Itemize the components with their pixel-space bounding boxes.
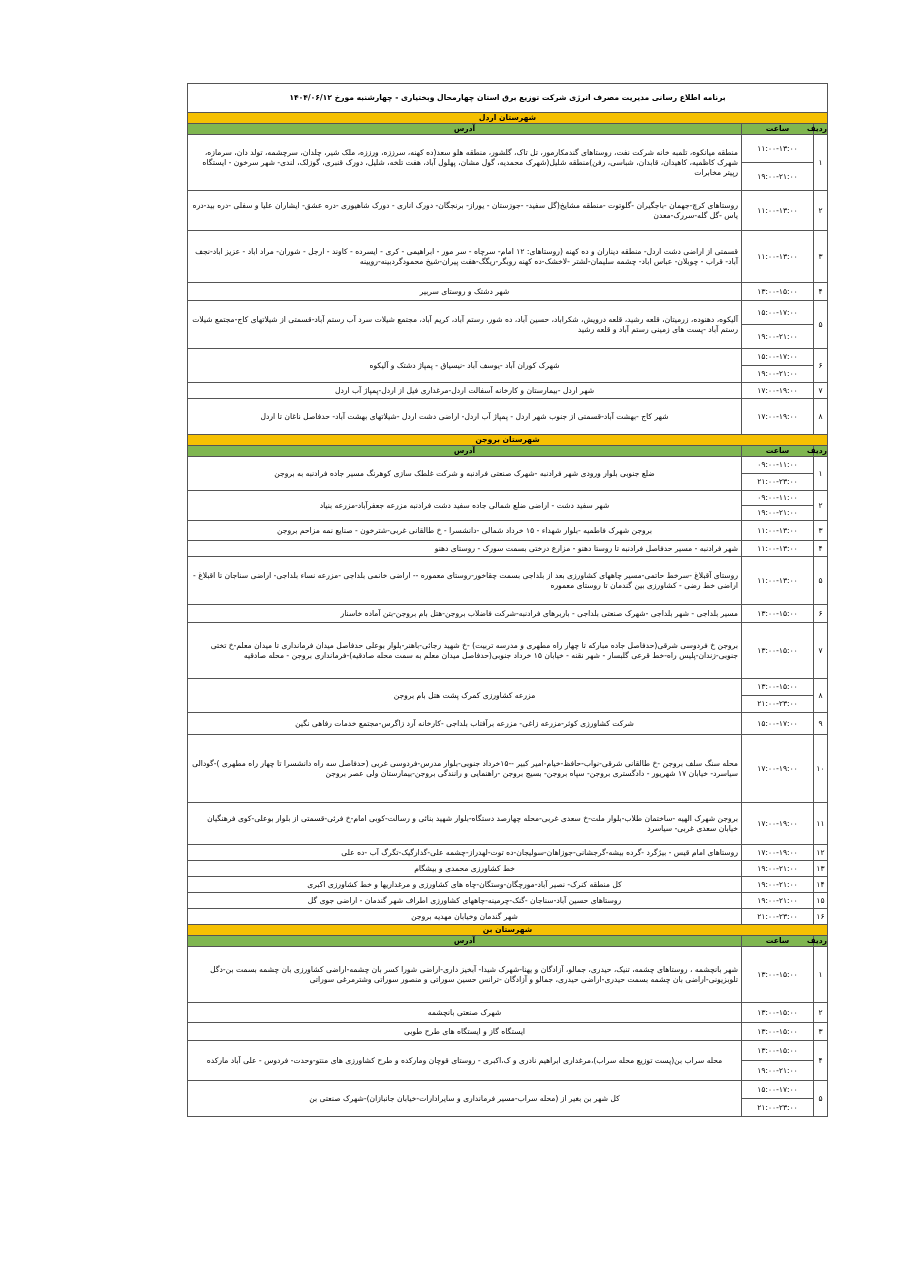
address-text: محله سنگ سلف بروجن -خ طالقانی شرقی-نواب-حافظ-خیام-امیر کبیر --۱۵خرداد جنوبی-بلوار مدرس-فردوسی غربی (حدفاصل سه راه دانشسرا تا چهار راه مطهری )-گودالی سیاسرد- خیابان ۱۷ شهریور - دادگستری بروجن- سپاه بروجن- بسیج بروجن -راهنمایی و رانندگی بروجن-بیمارستان ولی عصر بروجن bbox=[188, 735, 742, 803]
time-slot: ۱۱:۰۰-۱۳:۰۰ bbox=[757, 544, 798, 553]
schedule-row bbox=[188, 457, 828, 491]
time-slot: ۱۵:۰۰-۱۷:۰۰ bbox=[757, 308, 798, 317]
schedule-row bbox=[188, 283, 828, 301]
time-slots bbox=[742, 845, 814, 861]
schedule-row bbox=[188, 399, 828, 435]
row-number: ۴ bbox=[814, 1041, 828, 1081]
row-number: ۶ bbox=[814, 349, 828, 383]
row-number: ۳ bbox=[814, 521, 828, 541]
time-slot: ۱۹:۰۰-۲۱:۰۰ bbox=[742, 365, 813, 382]
time-slot: ۱۳:۰۰-۱۵:۰۰ bbox=[757, 1008, 798, 1017]
time-slot: ۱۹:۰۰-۲۱:۰۰ bbox=[757, 864, 798, 873]
row-number: ۱۳ bbox=[814, 861, 828, 877]
schedule-row bbox=[188, 1023, 828, 1041]
schedule-row bbox=[188, 861, 828, 877]
column-header-row bbox=[188, 446, 828, 457]
time-slots bbox=[742, 713, 814, 735]
address-text: روستاهای حسین آباد-سناجان -گنک-چرمینه-چاههای کشاورزی اطراف شهر گندمان - اراضی جوی گل bbox=[188, 893, 742, 909]
address-text: روستای آقبلاغ -سرخط حاتمی-مسیر چاههای کشاورزی بعد از بلداجی بسمت چقاخور-روستای معموره -- اراضی خانمی بلداجی -مزرعه نساء بلداجی- اراضی سناجان تا اقبلاغ - اراضی خط رضی - کشاورزی بین گندمان تا روستای معموره bbox=[188, 557, 742, 605]
time-slot: ۲۱:۰۰-۲۳:۰۰ bbox=[742, 473, 813, 490]
row-number: ۱۵ bbox=[814, 893, 828, 909]
time-slots bbox=[742, 909, 814, 925]
county-row bbox=[188, 113, 828, 124]
row-number: ۱۲ bbox=[814, 845, 828, 861]
row-number: ۱۱ bbox=[814, 803, 828, 845]
address-text: مسیر بلداجی - شهر بلداجی -شهرک صنعتی بلداجی - باربرهای فرادنبه-شرکت فاضلاب بروجن-هتل بام بروجن-بتن آماده خاسنار bbox=[188, 605, 742, 623]
time-slot: ۱۱:۰۰-۱۳:۰۰ bbox=[757, 252, 798, 261]
address-text: ایستگاه گاز و ایستگاه های طرح طوبی bbox=[188, 1023, 742, 1041]
page-title: برنامه اطلاع رسانی مدیریت مصرف انرژی شرکت توزیع برق استان چهارمحال وبختیاری - چهارشنبه مورخ ۱۴۰۴/۰۶/۱۲ bbox=[188, 84, 828, 113]
address-text: شهر گندمان وخیابان مهدیه بروجن bbox=[188, 909, 742, 925]
address-text: قسمتی از اراضی دشت اردل- منطقه دیناران و ده کهنه (روستاهای: ۱۲ امام- سرچاه - سر مور - ابراهیمی - کری - ایسرده - کاوند - ارجل - شوران- مراد اباد - عزیز اباد-نجف آباد- قراب - چوبلان- عباس اباد- چشمه سلیمان-لشتر -لاخشک-ده کهنه روبگر-ریگگ-هفت پیران-شیخ محمودگردبینه-رویینه bbox=[188, 231, 742, 283]
time-slots bbox=[742, 383, 814, 399]
address-text: منطقه میانکوه، تلمبه خانه شرکت نفت، روستاهای گندمکارمور، تل تاک، گلشور، منطقه هلو سعد(ده کهنه، سرززه، ورززه، ملک شیر، چلدان، سرچشمه، تولد دان، سرمازه، شهرک کاظمیه، کاهیدان، قابدان، شباسی، رفن)منطقه شلیل(شهرک محمدیه، گول مشان، پهلول آباد، هفت تلخه، شلیل، دورک قنبری، گوزلک، لندی- شهر سرخون - ایستگاه رپیتر مخابرات bbox=[188, 135, 742, 191]
address-text: بروجن شهرک فاطمیه -بلوار شهداء - ۱۵ خرداد شمالی -دانشسرا - خ طالقانی غربی-شترخون - صنایع نمه مزاحم بروجن bbox=[188, 521, 742, 541]
schedule-row bbox=[188, 735, 828, 803]
schedule-row bbox=[188, 1081, 828, 1117]
time-slot: ۲۱:۰۰-۲۳:۰۰ bbox=[742, 695, 813, 712]
column-header-row bbox=[188, 936, 828, 947]
time-slots bbox=[742, 491, 814, 521]
address-text: شهر سفید دشت - اراضی ضلع شمالی جاده سفید دشت فرادنبه مزرعه جعفرآباد-مزرعه بنیاد bbox=[188, 491, 742, 521]
time-slot: ۱۷:۰۰-۱۹:۰۰ bbox=[757, 412, 798, 421]
address-text: بروجن شهرک الهیه -ساختمان طلاب-بلوار ملت-خ سعدی غربی-محله چهارصد دستگاه-بلوار شهید بنائی و رسالت-کوبی امام-خ فرئی-قسمتی از بلوار بوعلی-کوی فرهنگیان خیابان سعدی غربی- سیاسرد bbox=[188, 803, 742, 845]
row-number: ۵ bbox=[814, 301, 828, 349]
county-row bbox=[188, 435, 828, 446]
schedule-row bbox=[188, 909, 828, 925]
time-slots bbox=[742, 605, 814, 623]
time-slot: ۱۱:۰۰-۱۳:۰۰ bbox=[757, 206, 798, 215]
schedule-row bbox=[188, 383, 828, 399]
row-number: ۷ bbox=[814, 623, 828, 679]
row-number: ۱ bbox=[814, 457, 828, 491]
time-slot: ۱۳:۰۰-۱۵:۰۰ bbox=[757, 609, 798, 618]
time-slot: ۱۹:۰۰-۲۱:۰۰ bbox=[757, 896, 798, 905]
row-number: ۱۴ bbox=[814, 877, 828, 893]
schedule-row bbox=[188, 135, 828, 191]
address-text: شهر اردل -بیمارستان و کارخانه آسفالت اردل-مرغداری فیل از اردل-پمپاژ آب اردل bbox=[188, 383, 742, 399]
county-name: شهرستان بروجن bbox=[188, 435, 828, 446]
row-number: ۴ bbox=[814, 541, 828, 557]
county-name: شهرستان اردل bbox=[188, 113, 828, 124]
schedule-row bbox=[188, 803, 828, 845]
row-number: ۹ bbox=[814, 713, 828, 735]
schedule-row bbox=[188, 191, 828, 231]
time-slots bbox=[742, 521, 814, 541]
row-number: ۳ bbox=[814, 231, 828, 283]
header-address: آدرس bbox=[188, 936, 742, 947]
row-number: ۱ bbox=[814, 947, 828, 1003]
schedule-row bbox=[188, 491, 828, 521]
time-slots bbox=[742, 877, 814, 893]
schedule-row bbox=[188, 231, 828, 283]
time-slot: ۱۳:۰۰-۱۵:۰۰ bbox=[757, 1046, 798, 1055]
schedule-row bbox=[188, 349, 828, 383]
time-slots bbox=[742, 231, 814, 283]
time-slot: ۱۹:۰۰-۲۱:۰۰ bbox=[742, 324, 813, 348]
address-text: بروجن خ فردوسی شرقی(حدفاصل جاده مبارکه تا چهار راه مطهری و مدرسه تربیت) -خ شهید رجائی-باهنر-بلوار بوعلی حدفاصل میدان فرمانداری تا میدان معلم-خ تختی جنوبی-زندان-پلیس راه-خط قرعی گلبسار - شهر نقنه - خیابان ۱۵ خرداد جنوبی(حدفاصل میدان معلم به سمت محله صادقیه)-فرمانداری بروجن - محله صادقیه bbox=[188, 623, 742, 679]
time-slots bbox=[742, 679, 814, 713]
address-text: شهر کاج -بهشت آباد-قسمتی از جنوب شهر اردل - پمپاژ آب اردل- اراضی دشت اردل -شیلاتهای بهشت آباد- حدفاصل ناغان تا اردل bbox=[188, 399, 742, 435]
time-slot: ۰۹:۰۰-۱۱:۰۰ bbox=[757, 460, 798, 469]
time-slots bbox=[742, 301, 814, 349]
outage-schedule-table bbox=[187, 83, 828, 1117]
time-slot: ۲۱:۰۰-۲۳:۰۰ bbox=[757, 912, 798, 921]
time-slot: ۱۵:۰۰-۱۷:۰۰ bbox=[757, 719, 798, 728]
time-slots bbox=[742, 557, 814, 605]
row-number: ۸ bbox=[814, 679, 828, 713]
time-slots bbox=[742, 1041, 814, 1081]
address-text: آلیکوه، دهنوده، زرمیتان، قلعه رشید، قلعه درویش، شکراباد، حسین آباد، ده شور، رستم آباد، کریم آباد، مجتمع شیلات سرد آب رستم آباد-قسمتی از شیلاتهای کاج-مجتمع شیلات رستم آباد -پست های زمینی رستم آباد و قلعه رشید bbox=[188, 301, 742, 349]
schedule-row bbox=[188, 679, 828, 713]
header-time: ساعت bbox=[742, 446, 814, 457]
header-address: آدرس bbox=[188, 446, 742, 457]
outage-schedule-sheet bbox=[187, 83, 827, 1117]
address-text: ضلع جنوبی بلوار ورودی شهر فرادنبه -شهرک صنعتی فرادنبه و شرکت غلطک سازی کوهرنگ مسیر جاده فرادنبه به بروجن bbox=[188, 457, 742, 491]
time-slot: ۱۹:۰۰-۲۱:۰۰ bbox=[742, 162, 813, 190]
time-slots bbox=[742, 947, 814, 1003]
time-slot: ۱۱:۰۰-۱۳:۰۰ bbox=[757, 576, 798, 585]
time-slots bbox=[742, 457, 814, 491]
schedule-row bbox=[188, 301, 828, 349]
county-name: شهرستان بن bbox=[188, 925, 828, 936]
time-slots bbox=[742, 399, 814, 435]
address-text: شهرک کوران آباد -یوسف آباد -نیسیاق - پمپاژ دشتک و آلیکوه bbox=[188, 349, 742, 383]
schedule-row bbox=[188, 713, 828, 735]
time-slot: ۱۳:۰۰-۱۵:۰۰ bbox=[757, 682, 798, 691]
address-text: شرکت کشاورزی کوثر-مزرعه زاغی- مزرعه برآفتاب بلداجی -کارخانه آرد زاگرس-مجتمع خدمات رفاهی نگین bbox=[188, 713, 742, 735]
address-text: مزرعه کشاورزی کمرک پشت هتل بام بروجن bbox=[188, 679, 742, 713]
time-slots bbox=[742, 1081, 814, 1117]
time-slots bbox=[742, 135, 814, 191]
time-slot: ۲۱:۰۰-۲۳:۰۰ bbox=[742, 1098, 813, 1116]
header-row-number: ردیف bbox=[806, 124, 827, 133]
schedule-row bbox=[188, 541, 828, 557]
time-slot: ۰۹:۰۰-۱۱:۰۰ bbox=[757, 493, 798, 502]
row-number: ۱۶ bbox=[814, 909, 828, 925]
address-text: خط کشاورزی محمدی و بیشگام bbox=[188, 861, 742, 877]
row-number: ۴ bbox=[814, 283, 828, 301]
schedule-row bbox=[188, 947, 828, 1003]
time-slot: ۱۷:۰۰-۱۹:۰۰ bbox=[757, 819, 798, 828]
time-slot: ۱۹:۰۰-۲۱:۰۰ bbox=[742, 1060, 813, 1080]
time-slot: ۱۷:۰۰-۱۹:۰۰ bbox=[757, 848, 798, 857]
row-number: ۷ bbox=[814, 383, 828, 399]
schedule-row bbox=[188, 1041, 828, 1081]
time-slot: ۱۹:۰۰-۲۱:۰۰ bbox=[757, 880, 798, 889]
time-slot: ۱۱:۰۰-۱۳:۰۰ bbox=[757, 526, 798, 535]
time-slot: ۱۳:۰۰-۱۵:۰۰ bbox=[757, 970, 798, 979]
time-slot: ۱۳:۰۰-۱۵:۰۰ bbox=[757, 646, 798, 655]
row-number: ۱۰ bbox=[814, 735, 828, 803]
schedule-row bbox=[188, 877, 828, 893]
time-slot: ۱۷:۰۰-۱۹:۰۰ bbox=[757, 386, 798, 395]
schedule-row bbox=[188, 557, 828, 605]
row-number: ۵ bbox=[814, 1081, 828, 1117]
time-slots bbox=[742, 191, 814, 231]
time-slots bbox=[742, 349, 814, 383]
time-slot: ۱۵:۰۰-۱۷:۰۰ bbox=[757, 352, 798, 361]
time-slot: ۱۱:۰۰-۱۳:۰۰ bbox=[757, 144, 798, 153]
time-slot: ۱۵:۰۰-۱۷:۰۰ bbox=[757, 1085, 798, 1094]
county-row bbox=[188, 925, 828, 936]
header-row-number: ردیف bbox=[806, 936, 827, 945]
schedule-row bbox=[188, 845, 828, 861]
address-text: شهر دشتک و روستای سربیر bbox=[188, 283, 742, 301]
row-number: ۲ bbox=[814, 1003, 828, 1023]
address-text: شهرک صنعتی بانچشمه bbox=[188, 1003, 742, 1023]
row-number: ۶ bbox=[814, 605, 828, 623]
time-slot: ۱۹:۰۰-۲۱:۰۰ bbox=[742, 505, 813, 520]
address-text: شهر فرادنبه - مسیر حدفاصل فرادنبه تا روستا دهنو - مزارع درختی بسمت سورک - روستای دهنو bbox=[188, 541, 742, 557]
time-slot: ۱۷:۰۰-۱۹:۰۰ bbox=[757, 764, 798, 773]
time-slot: ۱۳:۰۰-۱۵:۰۰ bbox=[757, 1027, 798, 1036]
schedule-row bbox=[188, 605, 828, 623]
schedule-row bbox=[188, 1003, 828, 1023]
row-number: ۸ bbox=[814, 399, 828, 435]
time-slots bbox=[742, 893, 814, 909]
address-text: شهر بانچشمه ، روستاهای چشمه، تنیک، حیدری، جمالو، آزادگان و یهنا-شهرک شیدا- آبخیز داری-اراضی شورا کسر بان چشمه-اراضی کشاورزی بان چشمه بسمت بن-دگل تلوبزیونی-اراضی بان چشمه بسمت حیدری-اراضی حیدری، جمالو و آزادگان -ترانس حسین سوراتی و منصور سوراتی وشترمرغی سوراتی bbox=[188, 947, 742, 1003]
address-text: کل منطقه کنرک- نصیر آباد-مورچگان-وستگان-چاه های کشاورزی و مرغداریها و خط کشاورزی اکبری bbox=[188, 877, 742, 893]
time-slots bbox=[742, 735, 814, 803]
time-slots bbox=[742, 803, 814, 845]
address-text: کل شهر بن بغیر از (محله سراب-مسیر فرمانداری و سایرادارات-خیابان جانبازان)-شهرک صنعتی بن bbox=[188, 1081, 742, 1117]
time-slots bbox=[742, 1023, 814, 1041]
schedule-row bbox=[188, 521, 828, 541]
header-address: آدرس bbox=[188, 124, 742, 135]
address-text: محله سراب بن(پست توزیع محله سراب)،مرغداری ابراهیم نادری و ک،اکبری - روستای قوچان ومارکده و طرح کشاورزی های منتو-وحدت- فردوس - علی آباد مارکده bbox=[188, 1041, 742, 1081]
header-time: ساعت bbox=[742, 936, 814, 947]
row-number: ۲ bbox=[814, 491, 828, 521]
time-slots bbox=[742, 1003, 814, 1023]
schedule-row bbox=[188, 623, 828, 679]
header-time: ساعت bbox=[742, 124, 814, 135]
row-number: ۲ bbox=[814, 191, 828, 231]
time-slot: ۱۳:۰۰-۱۵:۰۰ bbox=[757, 287, 798, 296]
header-row-number: ردیف bbox=[806, 446, 827, 455]
row-number: ۳ bbox=[814, 1023, 828, 1041]
address-text: روستاهای امام قیس - بیژگرد -گرده بیشه-گرجشانی-جوزاهان-سولیجان-ده توت-لهدراز-چشمه علی-گدارگیک-تگرگ آب -ده علی bbox=[188, 845, 742, 861]
address-text: روستاهای کرچ-جهمان -باجگیران -گلوتوت -منطقه مشایخ(گل سفید- -جوزستان - یوراز- برنجگان- دورک اناری - دورک شاهیوری -دره عشق- ایشاران علیا و سفلی -دره بید-دره یاس -گل گله-سررک-معدن bbox=[188, 191, 742, 231]
time-slots bbox=[742, 283, 814, 301]
time-slots bbox=[742, 861, 814, 877]
row-number: ۱ bbox=[814, 135, 828, 191]
time-slots bbox=[742, 541, 814, 557]
column-header-row bbox=[188, 124, 828, 135]
time-slots bbox=[742, 623, 814, 679]
schedule-row bbox=[188, 893, 828, 909]
row-number: ۵ bbox=[814, 557, 828, 605]
